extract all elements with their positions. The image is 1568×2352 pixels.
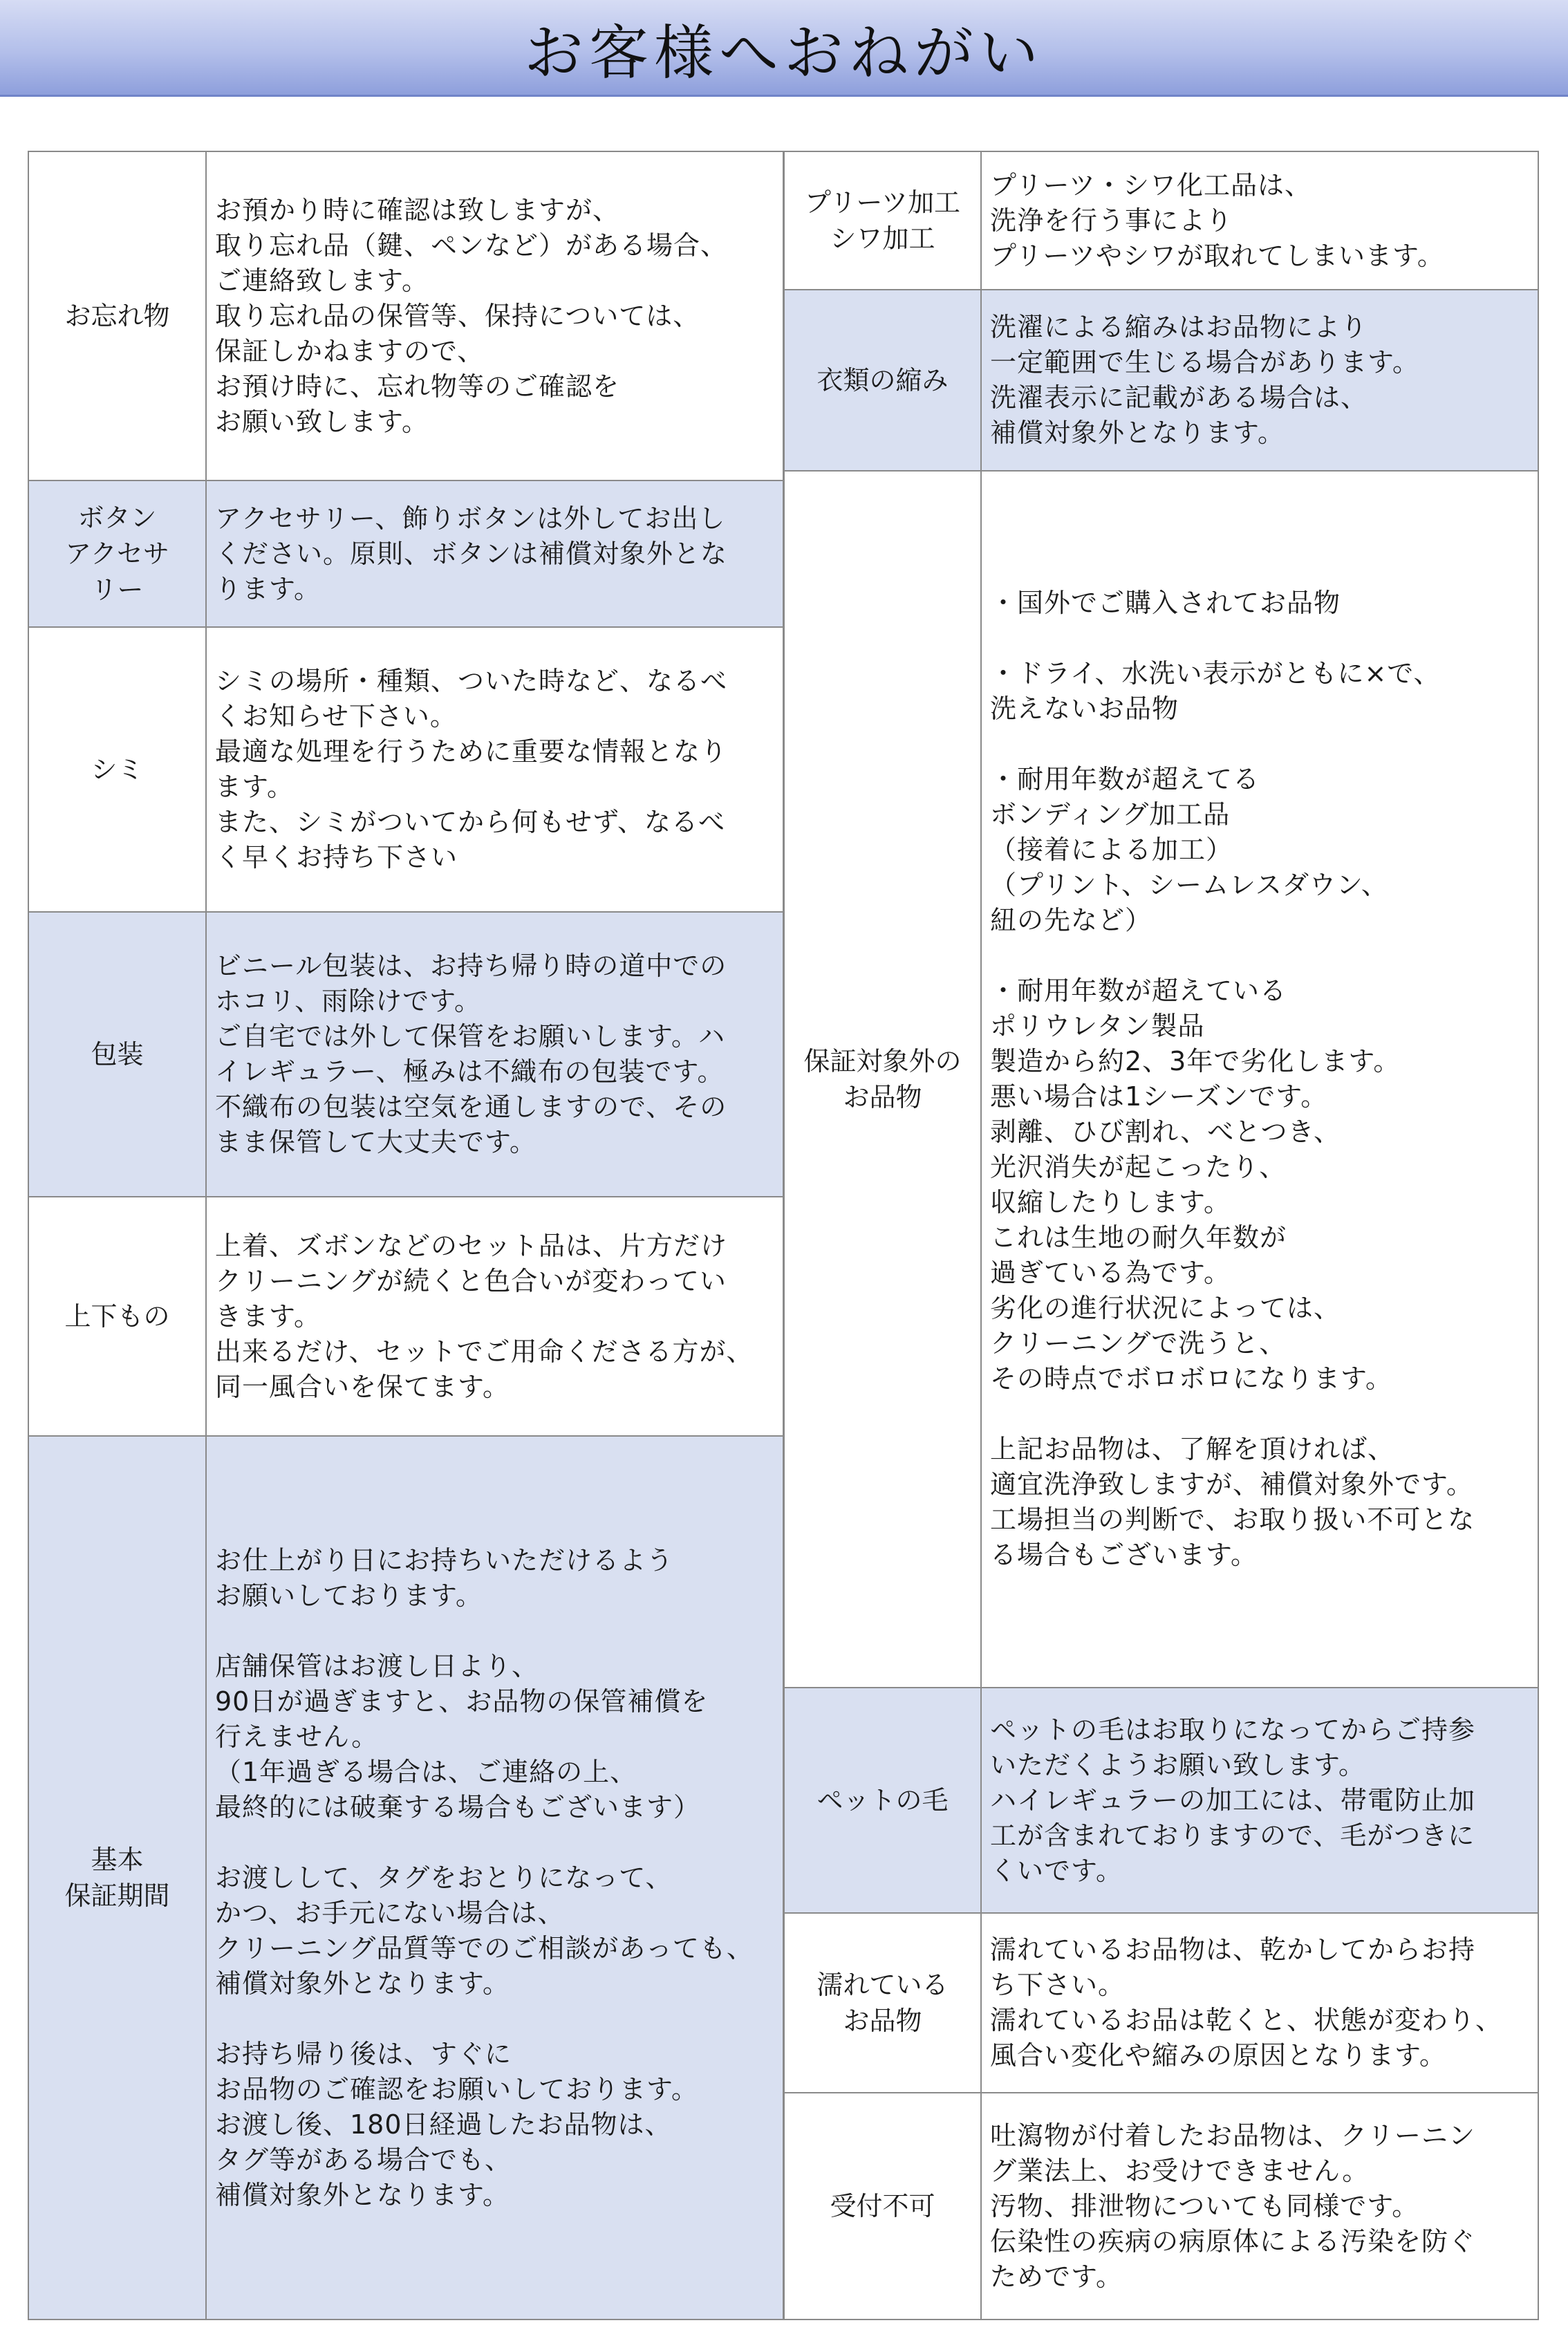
- row-label-pet-hair: ペットの毛: [785, 1688, 982, 1912]
- header-banner: [0, 0, 1568, 97]
- row-text-guarantee-period: お仕上がり日にお持ちいただけるよう お願いしております。 店舗保管はお渡し日より、 90日が過ぎますと、お品物の保管補償を 行えません。 （1年過ぎる場合は、ご連絡の上、 最終的には破棄する場合もございます） お渡しして、タグをおとりになって、 かつ、お手元にない場合は、 クリーニング品質等でのご相談があっても、 補償対象外となります。 お持ち帰り後は、すぐに お品物のご確認をお願いしております。 お渡し後、180日経過したお品物は、 タグ等がある場合でも、 補償対象外となります。: [207, 1437, 784, 2319]
- row-label-non-guaranteed-items: 保証対象外の お品物: [785, 472, 982, 1687]
- table-row-pleats: [785, 152, 1539, 290]
- row-label-shrinkage: 衣類の縮み: [785, 290, 982, 470]
- row-text-stains: シミの場所・種類、ついた時など、なるべ くお知らせ下さい。 最適な処理を行うために重要な情報となり ます。 また、シミがついてから何もせず、なるべ く早くお持ち下さい: [207, 628, 784, 911]
- table-row-set-garments: [29, 1197, 784, 1437]
- left-notice-table: [28, 151, 784, 2320]
- table-row-packaging: [29, 913, 784, 1197]
- page-title: お客様へおねがい: [524, 18, 1044, 88]
- row-text-set-garments: 上着、ズボンなどのセット品は、片方だけ クリーニングが続くと色合いが変わってい きます。 出来るだけ、セットでご用命くださる方が、 同一風合いを保てます。: [207, 1197, 784, 1435]
- right-notice-table: [783, 151, 1539, 2320]
- row-label-pleats: プリーツ加工 シワ加工: [785, 152, 982, 289]
- row-text-buttons-accessories: アクセサリー、飾りボタンは外してお出し ください。原則、ボタンは補償対象外とな ります。: [207, 481, 784, 626]
- row-text-packaging: ビニール包装は、お持ち帰り時の道中での ホコリ、雨除けです。 ご自宅では外して保管をお願いします。ハ イレギュラー、極みは不織布の包装です。 不織布の包装は空気を通しますので、その まま保管して大丈夫です。: [207, 913, 784, 1196]
- row-label-packaging: 包装: [29, 913, 207, 1196]
- row-text-forgotten-items: お預かり時に確認は致しますが、 取り忘れ品（鍵、ペンなど）がある場合、 ご連絡致します。 取り忘れ品の保管等、保持については、 保証しかねますので、 お預け時に、忘れ物等のご確認を お願い致します。: [207, 152, 784, 480]
- table-row-stains: [29, 628, 784, 913]
- table-row-non-guaranteed-items: [785, 472, 1539, 1688]
- row-label-stains: シミ: [29, 628, 207, 911]
- table-row-wet-items: [785, 1914, 1539, 2093]
- row-text-non-guaranteed-items: ・国外でご購入されてお品物 ・ドライ、水洗い表示がともに×で、 洗えないお品物 ・耐用年数が超えてる ボンディング加工品 （接着による加工） （プリント、シームレスダウン、 紐の先など） ・耐用年数が超えている ポリウレタン製品 製造から約2、3年で劣化します。 悪い場合は1シーズンです。 剥離、ひび割れ、べとつき、 光沢消失が起こったり、 収縮したりします。 これは生地の耐久年数が 過ぎている為です。 劣化の進行状況によっては、 クリーニングで洗うと、 その時点でボロボロになります。 上記お品物は、了解を頂ければ、 適宜洗浄致しますが、補償対象外です。 工場担当の判断で、お取り扱い不可とな る場合もございます。: [982, 472, 1539, 1687]
- row-label-guarantee-period: 基本 保証期間: [29, 1437, 207, 2319]
- table-row-forgotten-items: [29, 152, 784, 481]
- row-text-pet-hair: ペットの毛はお取りになってからご持参 いただくようお願い致します。 ハイレギュラーの加工には、帯電防止加 工が含まれておりますので、毛がつきに くいです。: [982, 1688, 1539, 1912]
- row-label-forgotten-items: お忘れ物: [29, 152, 207, 480]
- table-row-buttons-accessories: [29, 481, 784, 628]
- row-label-not-accepted: 受付不可: [785, 2093, 982, 2319]
- table-row-pet-hair: [785, 1688, 1539, 1914]
- row-label-set-garments: 上下もの: [29, 1197, 207, 1435]
- row-text-pleats: プリーツ・シワ化工品は、 洗浄を行う事により プリーツやシワが取れてしまいます。: [982, 152, 1539, 289]
- row-text-wet-items: 濡れているお品物は、乾かしてからお持 ち下さい。 濡れているお品は乾くと、状態が変わり、 風合い変化や縮みの原因となります。: [982, 1914, 1539, 2092]
- row-label-wet-items: 濡れている お品物: [785, 1914, 982, 2092]
- table-row-not-accepted: [785, 2093, 1539, 2320]
- row-text-shrinkage: 洗濯による縮みはお品物により 一定範囲で生じる場合があります。 洗濯表示に記載がある場合は、 補償対象外となります。: [982, 290, 1539, 470]
- row-label-buttons-accessories: ボタン アクセサ リー: [29, 481, 207, 626]
- table-row-guarantee-period: [29, 1437, 784, 2320]
- row-text-not-accepted: 吐瀉物が付着したお品物は、クリーニン グ業法上、お受けできません。 汚物、排泄物についても同様です。 伝染性の疾病の病原体による汚染を防ぐ ためです。: [982, 2093, 1539, 2319]
- table-row-shrinkage: [785, 290, 1539, 472]
